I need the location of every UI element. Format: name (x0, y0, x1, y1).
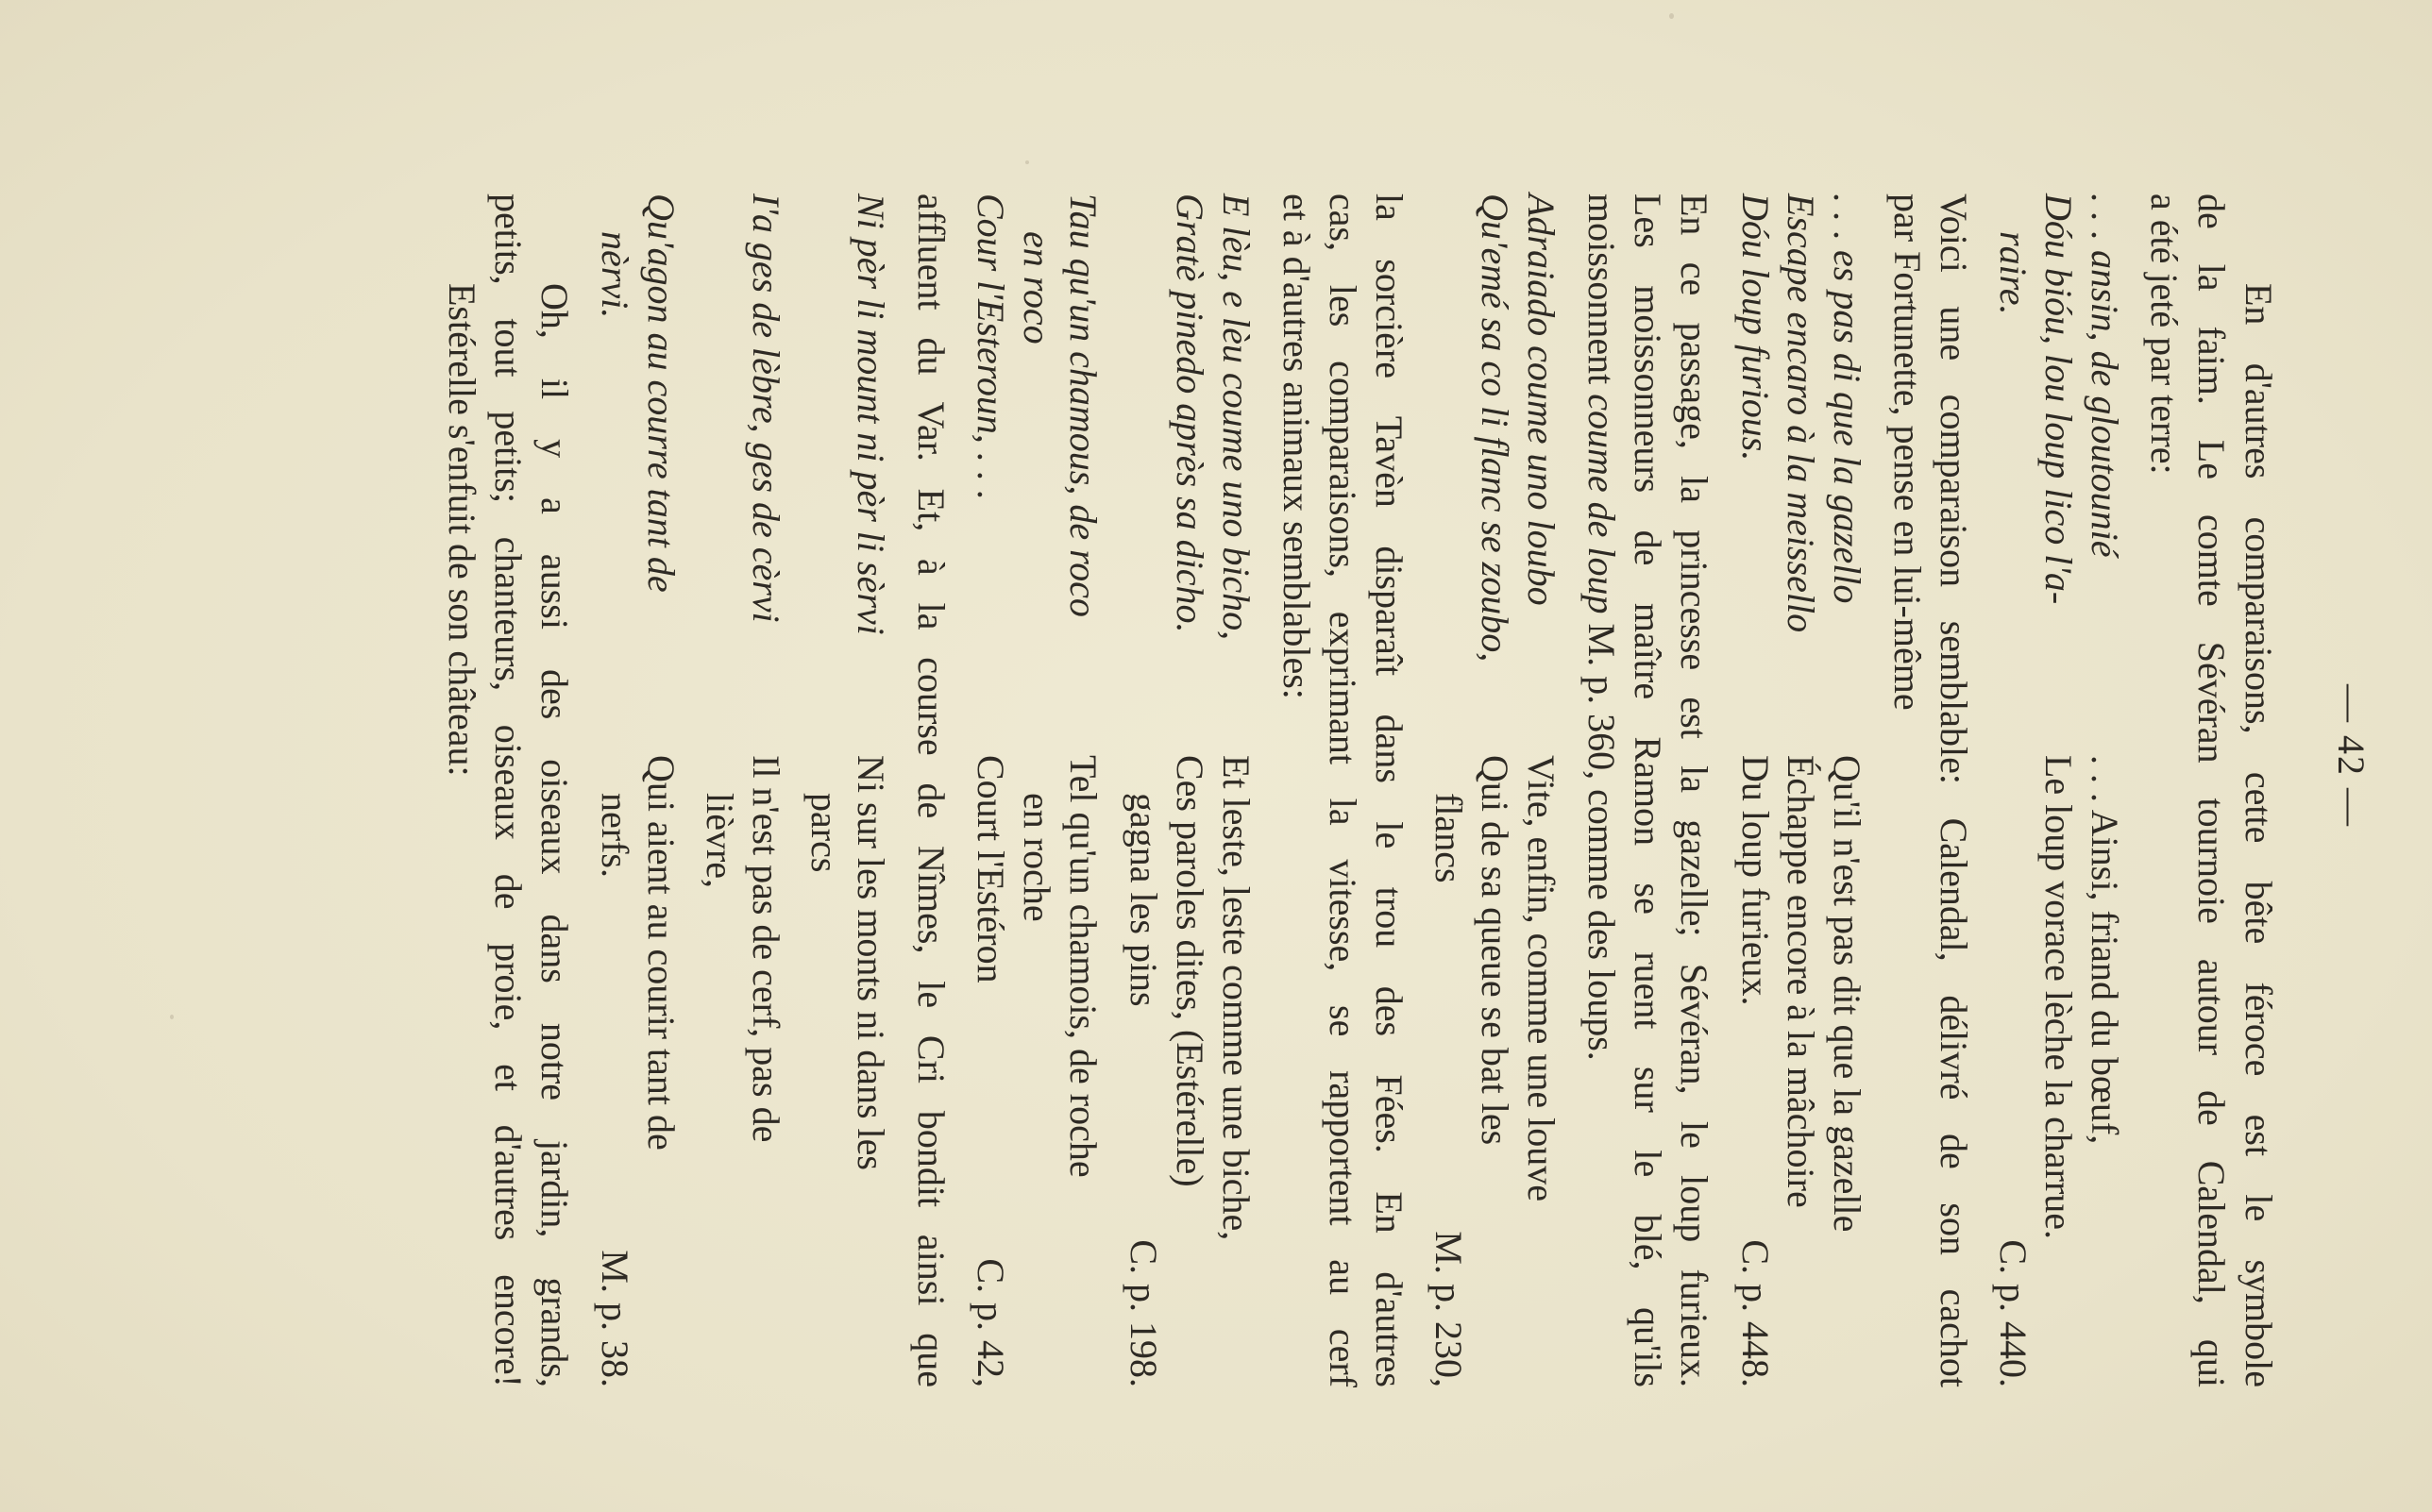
french-translation-line: parcs (803, 793, 846, 873)
french-translation-line: en roche (1016, 793, 1058, 922)
paragraph-line: Voici une comparaison semblable: Calendal, délivré de son cachot (1933, 193, 1975, 1387)
paragraph-line: de la faim. Le comte Sévéran tournoie autour de Calendal, qui (2190, 193, 2233, 1387)
paragraph-text: M. p. 360, comme des loups. (1580, 613, 1623, 1061)
french-translation-line: Ni sur les monts ni dans les (850, 755, 892, 1170)
paragraph-line: petits, tout petits; chanteurs, oiseaux de proie, et d'autres encore! (487, 193, 530, 1387)
paragraph-line: En d'autres comparaisons, cette bête féroce est le symbole (2238, 283, 2280, 1387)
french-translation-line: Qu'il n'est pas dit que la gazelle (1826, 755, 1868, 1233)
paragraph-line: la sorcière Tavèn disparaît dans le trou des Fées. En d'autres (1368, 193, 1410, 1387)
french-translation-line: Il n'est pas de cerf, pas de (745, 755, 787, 1143)
paragraph-line: Estérelle s'enfuit de son château: (441, 283, 483, 777)
paragraph-text: moissonnent (1580, 193, 1623, 395)
provencal-verse-line: nèrvi. (594, 231, 636, 319)
provencal-verse-line: Escape encaro à la meissello (1780, 193, 1822, 633)
french-translation-line: Du loup furieux. (1734, 755, 1777, 1006)
provencal-verse-line: en roco (1016, 231, 1058, 344)
french-translation-line: Court l'Estéron (970, 755, 1012, 983)
paragraph-line: cas, les comparaisons, exprimant la vitesse, se rapportent au cerf (1322, 193, 1364, 1387)
paragraph-line: et à d'autres animaux semblables: (1275, 193, 1318, 699)
paragraph-line: affluent du Var. Et, à la course de Nîmes, le Cri bondit ainsi que (910, 193, 953, 1387)
provencal-verse-line: raire. (1992, 231, 2035, 315)
french-translation-line: Le loup vorace lèche la charrue. (2037, 755, 2080, 1240)
paragraph-line: par Fortunette, pense en lui-même (1886, 193, 1929, 711)
provencal-verse-line: Qu'agon au courre tant de (640, 193, 683, 593)
french-translation-line: Échappe encore à la mâchoire (1780, 755, 1822, 1208)
french-translation-line: Qui aient au courir tant de (640, 755, 683, 1151)
french-translation-line: Vite, enfin, comme une louve (1520, 755, 1562, 1202)
provencal-verse-line: Tau qu'un chamous, de roco (1062, 193, 1105, 617)
paragraph-line: a été jeté par terre: (2143, 193, 2186, 475)
provencal-verse-line: I'a ges de lèbre, ges de cèrvi (745, 193, 787, 623)
provencal-verse-line: Dóu loup furious. (1734, 193, 1777, 462)
citation-reference: C. p. 440. (1992, 1239, 2035, 1387)
french-translation-line: Et leste, leste comme une biche, (1215, 755, 1258, 1241)
french-translation-line: gagna les pins (1123, 793, 1165, 1007)
provencal-verse-line: E lèu, e lèu coume uno bicho, (1215, 193, 1258, 641)
french-translation-line: Ces paroles dites, (Estérelle) (1169, 755, 1211, 1187)
provencal-verse-line: Adraiado coume uno loubo (1520, 193, 1562, 606)
french-translation-line: lièvre, (699, 793, 741, 889)
french-translation-line: Tel qu'un chamois, de roche (1062, 755, 1105, 1178)
french-translation-line: nerfs. (594, 793, 636, 878)
french-translation-line: flancs (1427, 793, 1470, 883)
provencal-verse-line: Ni pèr li mount ni pèr li sèrvi (850, 193, 892, 635)
paragraph-line: En ce passage, la princesse est la gazelle; Sévéran, le loup furieux. (1673, 193, 1715, 1387)
provencal-verse-line: Dóu bióu, lou loup lico l'a- (2037, 193, 2080, 605)
paragraph-line: Oh, il y a aussi des oiseaux dans notre jardin, grands, (533, 283, 576, 1387)
citation-reference: M. p. 230, (1427, 1231, 1470, 1387)
citation-reference: C. p. 448. (1734, 1239, 1777, 1387)
provencal-verse-line: Gratè pinedo après sa dicho. (1169, 193, 1211, 633)
citation-reference: C. p. 198. (1123, 1239, 1165, 1387)
paragraph-line (1579, 193, 1624, 1061)
provencal-verse-line: . . . ansin, de gloutounié (2084, 193, 2126, 558)
page-number: — 42 — (2330, 684, 2373, 828)
citation-reference: C. p. 42, (970, 1258, 1012, 1387)
provencal-verse-line: . . . es pas di que la gazello (1826, 193, 1868, 604)
citation-reference: M. p. 38. (594, 1250, 636, 1387)
provencal-phrase: coume de loup (1580, 394, 1623, 614)
provencal-verse-line: Cour l'Esteroun, . . . (970, 193, 1012, 500)
french-translation-line: Qui de sa queue se bat les (1474, 755, 1516, 1146)
paragraph-line: Les moissonneurs de maître Ramon se ruent sur le blé, qu'ils (1627, 193, 1669, 1387)
provencal-verse-line: Qu'emé sa co li flanc se zoubo, (1474, 193, 1516, 663)
french-translation-line: . . . Ainsi, friand du bœuf, (2084, 755, 2126, 1145)
